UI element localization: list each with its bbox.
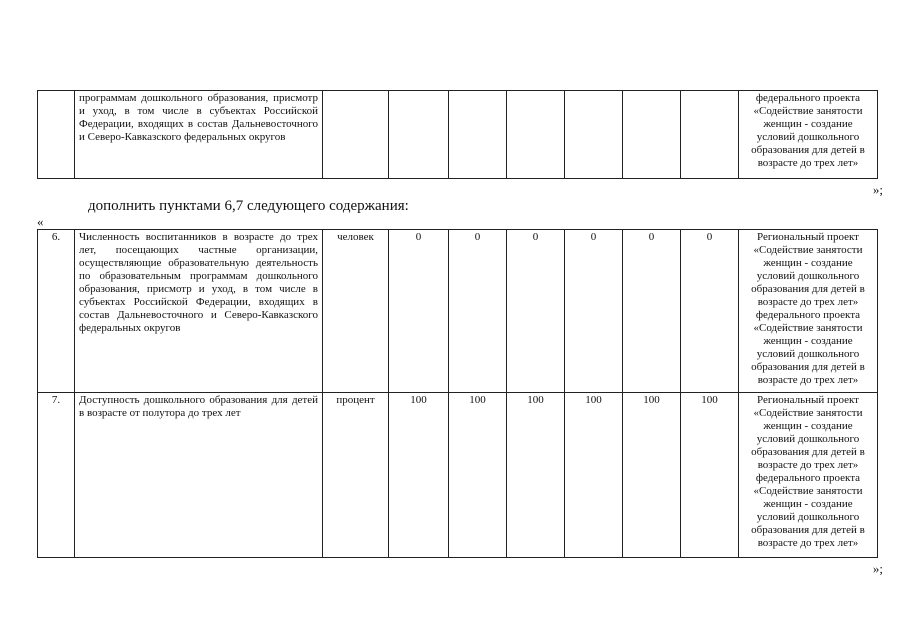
row-number-cell: 7. (38, 393, 75, 558)
value-cell-6: 100 (681, 393, 739, 558)
value-cell-1 (389, 91, 449, 179)
value-cell-3: 100 (507, 393, 565, 558)
value-cell-6: 0 (681, 230, 739, 393)
value-cell-3 (507, 91, 565, 179)
row-number-cell (38, 91, 75, 179)
value-cell-3: 0 (507, 230, 565, 393)
table-row (38, 230, 878, 393)
indicator-description-cell: программам дошкольного образования, присмотр и уход, в том числе в субъектах Российской Федерации, входящих в состав Дальневосточного и Северо-Кавказского федеральных округов (75, 91, 323, 179)
value-cell-4: 0 (565, 230, 623, 393)
closing-quote-mark: »; (872, 182, 883, 197)
indicator-description-cell: Доступность дошкольного образования для детей в возрасте от полутора до трех лет (75, 393, 323, 558)
value-cell-6 (681, 91, 739, 179)
value-cell-1: 0 (389, 230, 449, 393)
source-project-cell: Региональный проект «Содействие занятости женщин - создание условий дошкольного образования для детей в возрасте до трех лет» федерального проекта «Содействие занятости женщин - создание условий дошкольного образования для детей в возрасте до трех лет» (739, 393, 878, 558)
value-cell-5 (623, 91, 681, 179)
opening-quote-mark: « (37, 214, 44, 229)
source-project-cell: федерального проекта «Содействие занятости женщин - создание условий дошкольного образования для детей в возрасте до трех лет» (739, 91, 878, 179)
value-cell-4 (565, 91, 623, 179)
source-project-cell: Региональный проект «Содействие занятости женщин - создание условий дошкольного образования для детей в возрасте до трех лет» федерального проекта «Содействие занятости женщин - создание условий дошкольного образования для детей в возрасте до трех лет» (739, 230, 878, 393)
unit-cell: процент (323, 393, 389, 558)
value-cell-2: 100 (449, 393, 507, 558)
amendment-paragraph: дополнить пунктами 6,7 следующего содержания: (88, 198, 409, 214)
indicators-table (37, 229, 878, 558)
value-cell-1: 100 (389, 393, 449, 558)
value-cell-5: 0 (623, 230, 681, 393)
table-row (38, 393, 878, 558)
row-number-cell: 6. (38, 230, 75, 393)
unit-cell: человек (323, 230, 389, 393)
indicator-description-cell: Численность воспитанников в возрасте до трех лет, посещающих частные организации, осуществляющие образовательную деятельность по образовательным программам дошкольного образования, присмотр и уход, в том числе в субъектах Российской Федерации, входящих в состав Дальневосточного и Северо-Кавказского федеральных округов (75, 230, 323, 393)
value-cell-4: 100 (565, 393, 623, 558)
table-continuation (37, 90, 878, 179)
unit-cell (323, 91, 389, 179)
value-cell-2 (449, 91, 507, 179)
value-cell-2: 0 (449, 230, 507, 393)
value-cell-5: 100 (623, 393, 681, 558)
closing-quote-mark: »; (872, 561, 883, 576)
table-row (38, 91, 878, 179)
